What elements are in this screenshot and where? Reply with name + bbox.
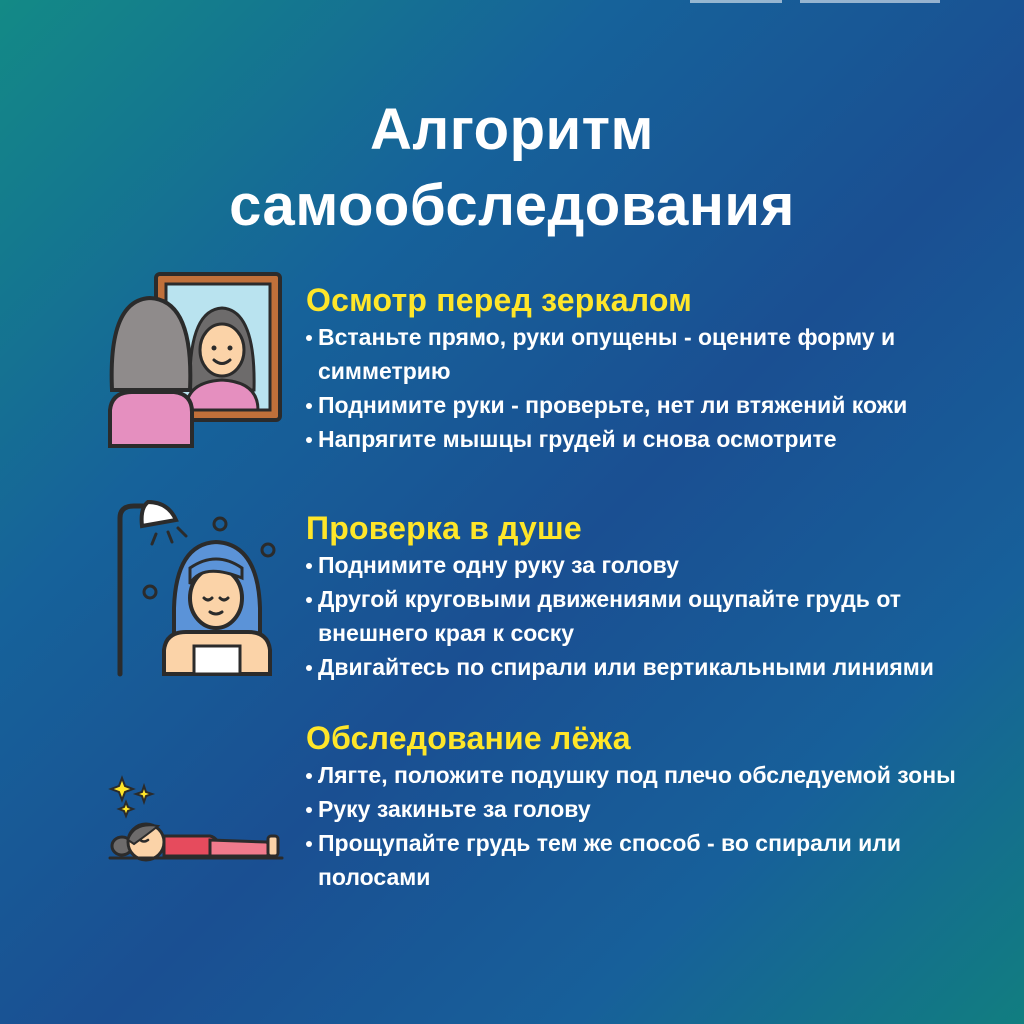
title-line-2: самообследования — [229, 173, 795, 238]
bullet-dot — [306, 841, 312, 847]
bullet-list — [306, 548, 1006, 684]
bullet-list — [306, 320, 1006, 456]
list-item — [306, 422, 1006, 456]
bullet-dot — [306, 437, 312, 443]
list-item-text: Напрягите мышцы грудей и снова осмотрите — [318, 426, 837, 452]
section-lying — [306, 718, 1006, 894]
list-item-text: Поднимите руки - проверьте, нет ли втяжений кожи — [318, 392, 908, 418]
top-decor-line-2 — [800, 0, 940, 3]
list-item-text: Руку закиньте за голову — [318, 796, 591, 822]
section-mirror — [306, 280, 1006, 456]
bullet-dot — [306, 403, 312, 409]
section-heading: Осмотр перед зеркалом — [306, 282, 693, 318]
title-line-1: Алгоритм — [370, 97, 654, 162]
bullet-dot — [306, 335, 312, 341]
list-item — [306, 650, 1006, 684]
mirror-woman-icon — [104, 270, 284, 450]
shower-woman-icon — [112, 498, 282, 678]
section-heading: Обследование лёжа — [306, 720, 631, 756]
bullet-dot — [306, 807, 312, 813]
top-decor-line-1 — [690, 0, 782, 3]
list-item-text: Двигайтесь по спирали или вертикальными линиями — [318, 654, 934, 680]
bullet-list — [306, 758, 1006, 894]
list-item-text: Поднимите одну руку за голову — [318, 552, 679, 578]
list-item-text: Лягте, положите подушку под плечо обследуемой зоны — [318, 762, 956, 788]
list-item — [306, 826, 1006, 894]
list-item-text: Встаньте прямо, руки опущены - оцените форму и симметрию — [318, 324, 896, 384]
bullet-dot — [306, 563, 312, 569]
bullet-dot — [306, 665, 312, 671]
list-item — [306, 320, 1006, 388]
list-item — [306, 548, 1006, 582]
section-shower — [306, 508, 1006, 684]
page-title — [0, 92, 1024, 244]
section-heading: Проверка в душе — [306, 510, 582, 546]
bullet-dot — [306, 597, 312, 603]
list-item — [306, 582, 1006, 650]
bullet-dot — [306, 773, 312, 779]
lying-woman-icon — [106, 770, 286, 870]
list-item — [306, 758, 1006, 792]
list-item-text: Прощупайте грудь тем же способ - во спирали или полосами — [318, 830, 901, 890]
list-item-text: Другой круговыми движениями ощупайте грудь от внешнего края к соску — [318, 586, 902, 646]
list-item — [306, 792, 1006, 826]
list-item — [306, 388, 1006, 422]
